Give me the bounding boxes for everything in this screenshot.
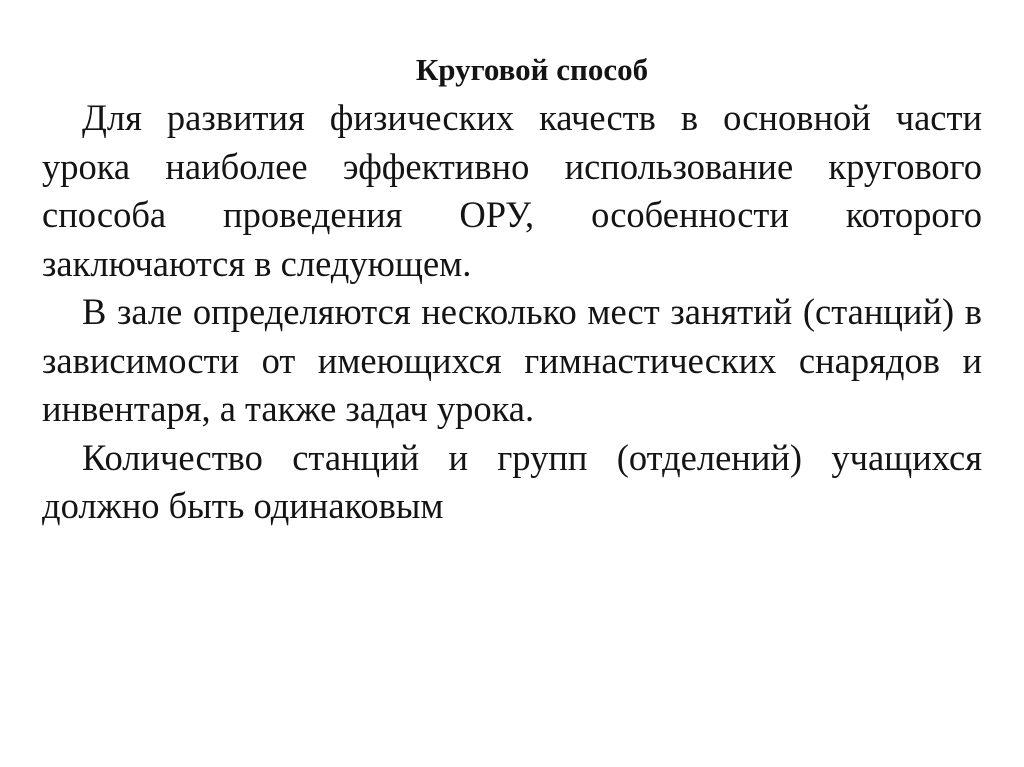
paragraph-circuit-method-intro: Для развития физических качеств в основной части урока наиболее эффективно использование кругового способа проведения ОРУ, особенности которого заключаются в следующем. (42, 97, 982, 284)
paragraph-groups: Количество станций и групп (отделений) учащихся должно быть одинаковым (42, 436, 982, 526)
slide-title: Круговой способ (415, 52, 649, 87)
paragraph-stations: В зале определяются несколько мест занятий (станций) в зависимости от имеющихся гимнастических снарядов и инвентаря, а также задач урока. (42, 291, 982, 429)
slide-body (42, 94, 982, 531)
